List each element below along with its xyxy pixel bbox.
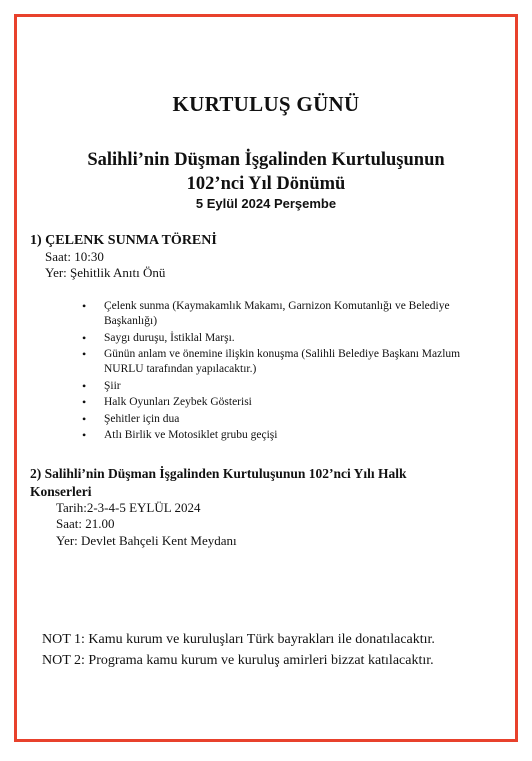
- program-list: [82, 299, 502, 445]
- section2-date: Tarih:2-3-4-5 EYLÜL 2024: [56, 500, 201, 515]
- list-item: • Saygı duruşu, İstiklal Marşı.: [82, 331, 502, 346]
- list-item: • Şiir: [82, 379, 502, 394]
- section1-heading: 1) ÇELENK SUNMA TÖRENİ: [30, 233, 217, 248]
- subtitle-line-2: 102’nci Yıl Dönümü: [186, 174, 346, 194]
- event-date: 5 Eylül 2024 Perşembe: [195, 196, 337, 211]
- note-2: NOT 2: Programa kamu kurum ve kuruluş amirleri bizzat katılacaktır.: [42, 653, 434, 668]
- list-item: • Çelenk sunma (Kaymakamlık Makamı, Garnizon Komutanlığı ve Belediye Başkanlığı): [82, 299, 502, 329]
- list-item: • Halk Oyunları Zeybek Gösterisi: [82, 395, 502, 410]
- section1-time: Saat: 10:30: [45, 249, 104, 264]
- section2-time: Saat: 21.00: [56, 516, 115, 531]
- page-subtitle: [0, 148, 532, 196]
- section1-place: Yer: Şehitlik Anıtı Önü: [45, 265, 166, 280]
- section2-heading-line-2: Konserleri: [30, 484, 92, 499]
- subtitle-line-1: Salihli’nin Düşman İşgalinden Kurtuluşunun: [87, 150, 445, 170]
- list-item: • Şehitler için dua: [82, 412, 502, 427]
- list-item: • Günün anlam ve önemine ilişkin konuşma (Salihli Belediye Başkanı Mazlum NURLU tarafından yapılacaktır.): [82, 347, 502, 377]
- page-title: KURTULUŞ GÜNÜ: [172, 92, 360, 116]
- list-item: • Atlı Birlik ve Motosiklet grubu geçişi: [82, 428, 502, 443]
- section2-heading-line-1: 2) Salihli’nin Düşman İşgalinden Kurtuluşunun 102’nci Yılı Halk: [30, 466, 407, 481]
- note-1: NOT 1: Kamu kurum ve kuruluşları Türk bayrakları ile donatılacaktır.: [42, 632, 435, 647]
- section2-place: Yer: Devlet Bahçeli Kent Meydanı: [56, 533, 237, 548]
